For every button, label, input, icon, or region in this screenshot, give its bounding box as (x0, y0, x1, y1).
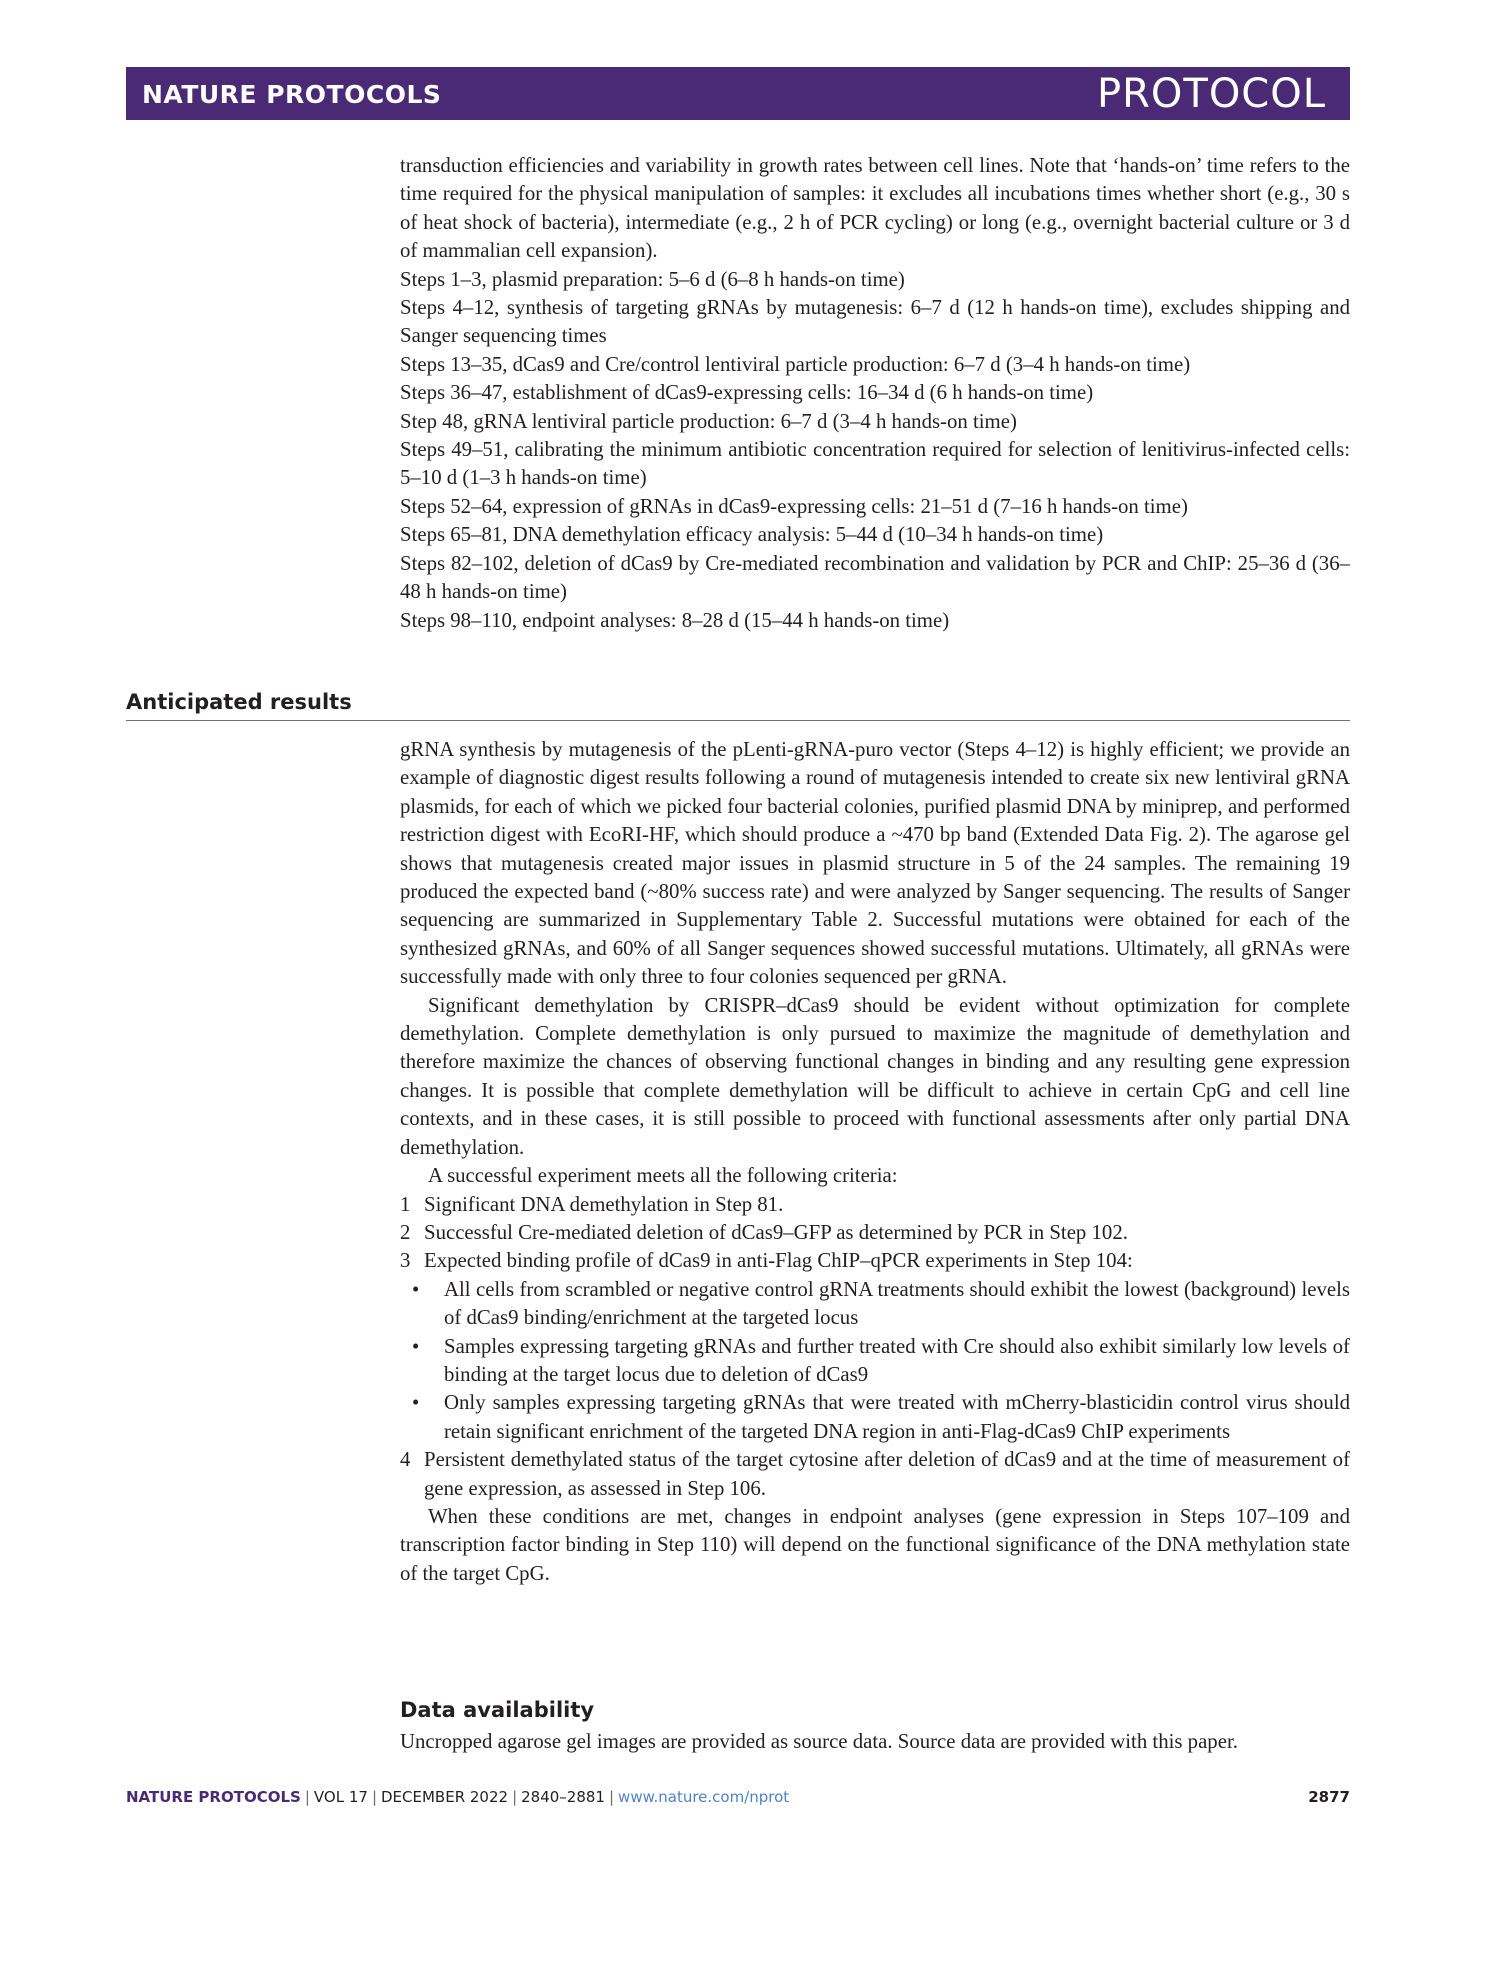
timing-step: Steps 82–102, deletion of dCas9 by Cre-mediated recombination and validation by PCR and ChIP: 25–36 d (36–48 h hands-on time) (400, 551, 1350, 604)
criterion-number: 3 (400, 1249, 411, 1273)
bullet-item (400, 1389, 1350, 1446)
bullet-icon: • (412, 1334, 420, 1358)
bullet-icon: • (412, 1277, 420, 1301)
bullet-item (400, 1333, 1350, 1390)
criterion-text: Expected binding profile of dCas9 in anti-Flag ChIP–qPCR experiments in Step 104: (424, 1249, 1133, 1273)
section-heading-data-availability: Data availability (400, 1698, 595, 1722)
criterion-item (400, 1446, 1350, 1503)
timing-step: Steps 1–3, plasmid preparation: 5–6 d (6–8 h hands-on time) (400, 267, 905, 291)
bullet-text: All cells from scrambled or negative control gRNA treatments should exhibit the lowest (background) levels of dCas9 binding/enrichment at the targeted locus (444, 1277, 1350, 1330)
footer-date: DECEMBER 2022 (381, 1788, 509, 1806)
bullet-text: Only samples expressing targeting gRNAs that were treated with mCherry-blasticidin control virus should retain significant enrichment of the targeted DNA region in anti-Flag-dCas9 ChIP experiments (444, 1391, 1350, 1443)
page-footer: NATURE PROTOCOLS | VOL 17 | DECEMBER 2022 | 2840–2881 | www.nature.com/nprot 2877 (126, 1788, 1350, 1806)
criterion-number: 4 (400, 1448, 411, 1472)
criterion-text: Significant DNA demethylation in Step 81. (424, 1192, 784, 1216)
paragraph: gRNA synthesis by mutagenesis of the pLenti-gRNA-puro vector (Steps 4–12) is highly efficient; we provide an example of diagnostic digest results following a round of mutagenesis intended to create six new lentiviral gRNA plasmids, for each of which we picked four bacterial colonies, purified plasmid DNA by miniprep, and performed restriction digest with EcoRI-HF, which should produce a ~470 bp band (Extended Data Fig. 2). The agarose gel shows that mutagenesis created major issues in plasmid structure in 5 of the 24 samples. The remaining 19 produced the expected band (~80% success rate) and were analyzed by Sanger sequencing. The results of Sanger sequencing are summarized in Supplementary Table 2. Successful mutations were obtained for each of the synthesized gRNAs, and 60% of all Sanger sequences showed successful mutations. Ultimately, all gRNAs were successfully made with only three to four colonies sequenced per gRNA. (400, 738, 1350, 989)
bullet-text: Samples expressing targeting gRNAs and further treated with Cre should also exhibit similarly low levels of binding at the target locus due to deletion of dCas9 (444, 1334, 1350, 1386)
criteria-intro: A successful experiment meets all the following criteria: (428, 1164, 898, 1188)
timing-step: Steps 49–51, calibrating the minimum antibiotic concentration required for selection of lenitivirus-infected cells: 5–10 d (1–3 h hands-on time) (400, 438, 1350, 490)
timing-step: Steps 4–12, synthesis of targeting gRNAs by mutagenesis: 6–7 d (12 h hands-on time), excludes shipping and Sanger sequencing times (400, 296, 1350, 348)
paragraph: Significant demethylation by CRISPR–dCas9 should be evident without optimization for complete demethylation. Complete demethylation is only pursued to maximize the magnitude of demethylation and therefore maximize the chances of observing functional changes in binding and any resulting gene expression changes. It is possible that complete demethylation will be difficult to achieve in certain CpG and cell line contexts, and in these cases, it is still possible to proceed with functional assessments after only partial DNA demethylation. (400, 993, 1350, 1159)
footer-journal: NATURE PROTOCOLS (126, 1788, 301, 1806)
timing-step: Steps 52–64, expression of gRNAs in dCas9-expressing cells: 21–51 d (7–16 h hands-on time) (400, 494, 1188, 518)
procedure-timing-block (400, 152, 1350, 635)
article-type-label: PROTOCOL (1096, 71, 1326, 117)
bullet-item (400, 1276, 1350, 1333)
timing-intro: transduction efficiencies and variability in growth rates between cell lines. Note that ‘hands-on’ time refers to the time required for the physical manipulation of samples: it excludes all incubations times whether short (e.g., 30 s of heat shock of bacteria), intermediate (e.g., 2 h of PCR cycling) or long (e.g., overnight bacterial culture or 3 d of mammalian cell expansion). (400, 154, 1350, 263)
criterion-item (400, 1191, 1350, 1219)
anticipated-results-body (400, 736, 1350, 1588)
timing-step: Steps 65–81, DNA demethylation efficacy analysis: 5–44 d (10–34 h hands-on time) (400, 523, 1104, 547)
data-availability-text: Uncropped agarose gel images are provided as source data. Source data are provided with this paper. (400, 1730, 1238, 1753)
criterion-number: 2 (400, 1220, 411, 1244)
timing-step: Steps 36–47, establishment of dCas9-expressing cells: 16–34 d (6 h hands-on time) (400, 381, 1094, 405)
closing-paragraph: When these conditions are met, changes in endpoint analyses (gene expression in Steps 107–109 and transcription factor binding in Step 110) will depend on the functional significance of the DNA methylation state of the target CpG. (400, 1504, 1350, 1585)
footer-pages: 2840–2881 (521, 1788, 605, 1806)
journal-header-bar (126, 67, 1350, 120)
criterion-number: 1 (400, 1192, 411, 1216)
bullet-icon: • (412, 1391, 420, 1415)
timing-step: Steps 98–110, endpoint analyses: 8–28 d (15–44 h hands-on time) (400, 608, 950, 632)
journal-name: NATURE PROTOCOLS (142, 80, 442, 109)
timing-step: Steps 13–35, dCas9 and Cre/control lentiviral particle production: 6–7 d (3–4 h hands-on time) (400, 352, 1191, 376)
timing-step: Step 48, gRNA lentiviral particle production: 6–7 d (3–4 h hands-on time) (400, 409, 1017, 433)
footer-url-link[interactable]: www.nature.com/nprot (618, 1788, 790, 1806)
section-heading-anticipated-results: Anticipated results (126, 690, 1350, 721)
data-availability-text-block (400, 1728, 1350, 1756)
criterion-item (400, 1247, 1350, 1275)
criterion-text: Successful Cre-mediated deletion of dCas9–GFP as determined by PCR in Step 102. (424, 1220, 1128, 1244)
footer-volume: VOL 17 (313, 1788, 368, 1806)
criterion-item (400, 1219, 1350, 1247)
criterion-text: Persistent demethylated status of the target cytosine after deletion of dCas9 and at the time of measurement of gene expression, as assessed in Step 106. (424, 1448, 1350, 1500)
page-number: 2877 (1308, 1788, 1350, 1806)
